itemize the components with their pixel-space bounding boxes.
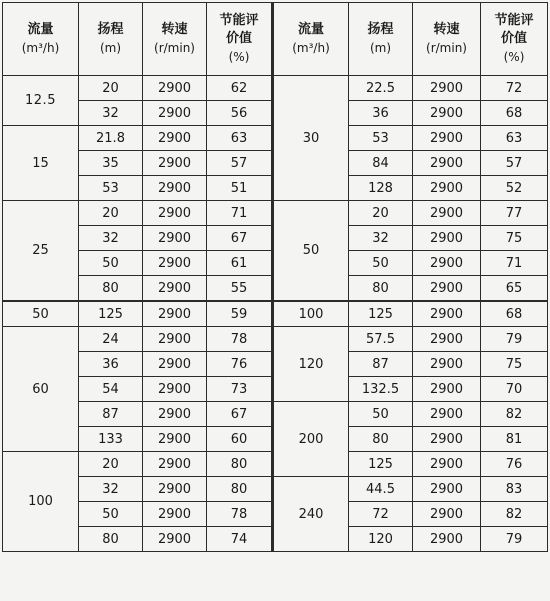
speed-cell: 2900 [143,477,207,502]
table-row [3,301,548,327]
head-cell: 20 [79,452,143,477]
flow-cell: 60 [3,327,79,452]
head-cell-right: 120 [349,527,413,552]
head-cell: 53 [79,176,143,201]
flow-cell-right: 200 [273,402,349,477]
speed-cell: 2900 [143,176,207,201]
head-cell: 35 [79,151,143,176]
head-cell-right: 53 [349,126,413,151]
eval-cell-right: 71 [481,251,548,276]
eval-cell: 51 [207,176,273,201]
header-speed-right: 转速 (r/min) [413,3,481,76]
head-cell: 54 [79,377,143,402]
head-cell-right: 125 [349,452,413,477]
speed-cell-right: 2900 [413,477,481,502]
speed-cell: 2900 [143,452,207,477]
header-head-right: 扬程 (m) [349,3,413,76]
speed-cell-right: 2900 [413,126,481,151]
eval-cell-right: 57 [481,151,548,176]
flow-cell-right: 240 [273,477,349,552]
speed-cell: 2900 [143,427,207,452]
head-cell-right: 36 [349,101,413,126]
head-cell: 24 [79,327,143,352]
head-cell-right: 72 [349,502,413,527]
eval-cell: 78 [207,327,273,352]
head-cell: 36 [79,352,143,377]
header-flow: 流量 (m³/h) [3,3,79,76]
speed-cell-right: 2900 [413,352,481,377]
speed-cell: 2900 [143,126,207,151]
eval-cell: 80 [207,477,273,502]
speed-cell: 2900 [143,151,207,176]
eval-cell: 67 [207,402,273,427]
speed-cell-right: 2900 [413,452,481,477]
eval-cell: 63 [207,126,273,151]
eval-cell-right: 82 [481,502,548,527]
flow-cell: 15 [3,126,79,201]
speed-cell-right: 2900 [413,427,481,452]
speed-cell: 2900 [143,327,207,352]
head-cell: 80 [79,527,143,552]
eval-cell: 80 [207,452,273,477]
speed-cell: 2900 [143,251,207,276]
head-cell: 80 [79,276,143,302]
eval-cell-right: 70 [481,377,548,402]
eval-cell-right: 68 [481,101,548,126]
head-cell-right: 57.5 [349,327,413,352]
speed-cell-right: 2900 [413,251,481,276]
head-cell: 50 [79,502,143,527]
head-cell-right: 44.5 [349,477,413,502]
speed-cell: 2900 [143,402,207,427]
eval-cell-right: 68 [481,301,548,327]
speed-cell-right: 2900 [413,151,481,176]
head-cell: 32 [79,226,143,251]
eval-cell: 59 [207,301,273,327]
speed-cell: 2900 [143,301,207,327]
speed-cell-right: 2900 [413,101,481,126]
speed-cell-right: 2900 [413,402,481,427]
speed-cell-right: 2900 [413,226,481,251]
flow-cell: 100 [3,452,79,552]
eval-cell: 73 [207,377,273,402]
speed-cell-right: 2900 [413,327,481,352]
flow-cell-right: 50 [273,201,349,302]
eval-cell-right: 75 [481,352,548,377]
head-cell: 125 [79,301,143,327]
eval-cell: 57 [207,151,273,176]
head-cell: 20 [79,76,143,101]
speed-cell: 2900 [143,352,207,377]
speed-cell: 2900 [143,502,207,527]
head-cell-right: 128 [349,176,413,201]
head-cell-right: 50 [349,251,413,276]
eval-cell-right: 75 [481,226,548,251]
speed-cell-right: 2900 [413,276,481,302]
eval-cell-right: 72 [481,76,548,101]
flow-cell: 12.5 [3,76,79,126]
table-row [3,477,548,502]
speed-cell: 2900 [143,226,207,251]
speed-cell: 2900 [143,101,207,126]
flow-cell: 25 [3,201,79,302]
eval-cell: 55 [207,276,273,302]
eval-cell-right: 79 [481,527,548,552]
eval-cell: 60 [207,427,273,452]
table-row [3,327,548,352]
eval-cell-right: 79 [481,327,548,352]
head-cell: 32 [79,477,143,502]
head-cell-right: 84 [349,151,413,176]
eval-cell: 74 [207,527,273,552]
speed-cell-right: 2900 [413,76,481,101]
eval-cell-right: 52 [481,176,548,201]
header-row [3,3,548,76]
pump-energy-table [2,2,548,552]
speed-cell-right: 2900 [413,301,481,327]
flow-cell-right: 100 [273,301,349,327]
speed-cell-right: 2900 [413,176,481,201]
eval-cell: 71 [207,201,273,226]
table-row [3,402,548,427]
table-row [3,201,548,226]
head-cell: 87 [79,402,143,427]
head-cell-right: 20 [349,201,413,226]
speed-cell: 2900 [143,76,207,101]
speed-cell: 2900 [143,276,207,302]
head-cell: 21.8 [79,126,143,151]
head-cell-right: 125 [349,301,413,327]
head-cell-right: 132.5 [349,377,413,402]
speed-cell-right: 2900 [413,201,481,226]
pump-table-container [2,2,548,552]
flow-cell-right: 30 [273,76,349,201]
table-row [3,76,548,101]
eval-cell-right: 81 [481,427,548,452]
eval-cell: 56 [207,101,273,126]
head-cell-right: 50 [349,402,413,427]
head-cell-right: 87 [349,352,413,377]
head-cell: 50 [79,251,143,276]
eval-cell: 67 [207,226,273,251]
header-eval-right: 节能评 价值 (%) [481,3,548,76]
head-cell-right: 22.5 [349,76,413,101]
header-eval: 节能评 价值 (%) [207,3,273,76]
speed-cell: 2900 [143,527,207,552]
head-cell: 133 [79,427,143,452]
eval-cell-right: 65 [481,276,548,302]
flow-cell: 50 [3,301,79,327]
speed-cell-right: 2900 [413,377,481,402]
head-cell-right: 80 [349,276,413,302]
eval-cell-right: 76 [481,452,548,477]
head-cell-right: 32 [349,226,413,251]
eval-cell-right: 83 [481,477,548,502]
speed-cell-right: 2900 [413,502,481,527]
speed-cell: 2900 [143,377,207,402]
head-cell-right: 80 [349,427,413,452]
eval-cell: 78 [207,502,273,527]
eval-cell-right: 77 [481,201,548,226]
header-flow-right: 流量 (m³/h) [273,3,349,76]
eval-cell: 62 [207,76,273,101]
eval-cell-right: 82 [481,402,548,427]
header-head: 扬程 (m) [79,3,143,76]
eval-cell-right: 63 [481,126,548,151]
eval-cell: 76 [207,352,273,377]
head-cell: 32 [79,101,143,126]
eval-cell: 61 [207,251,273,276]
head-cell: 20 [79,201,143,226]
speed-cell: 2900 [143,201,207,226]
speed-cell-right: 2900 [413,527,481,552]
flow-cell-right: 120 [273,327,349,402]
header-speed: 转速 (r/min) [143,3,207,76]
